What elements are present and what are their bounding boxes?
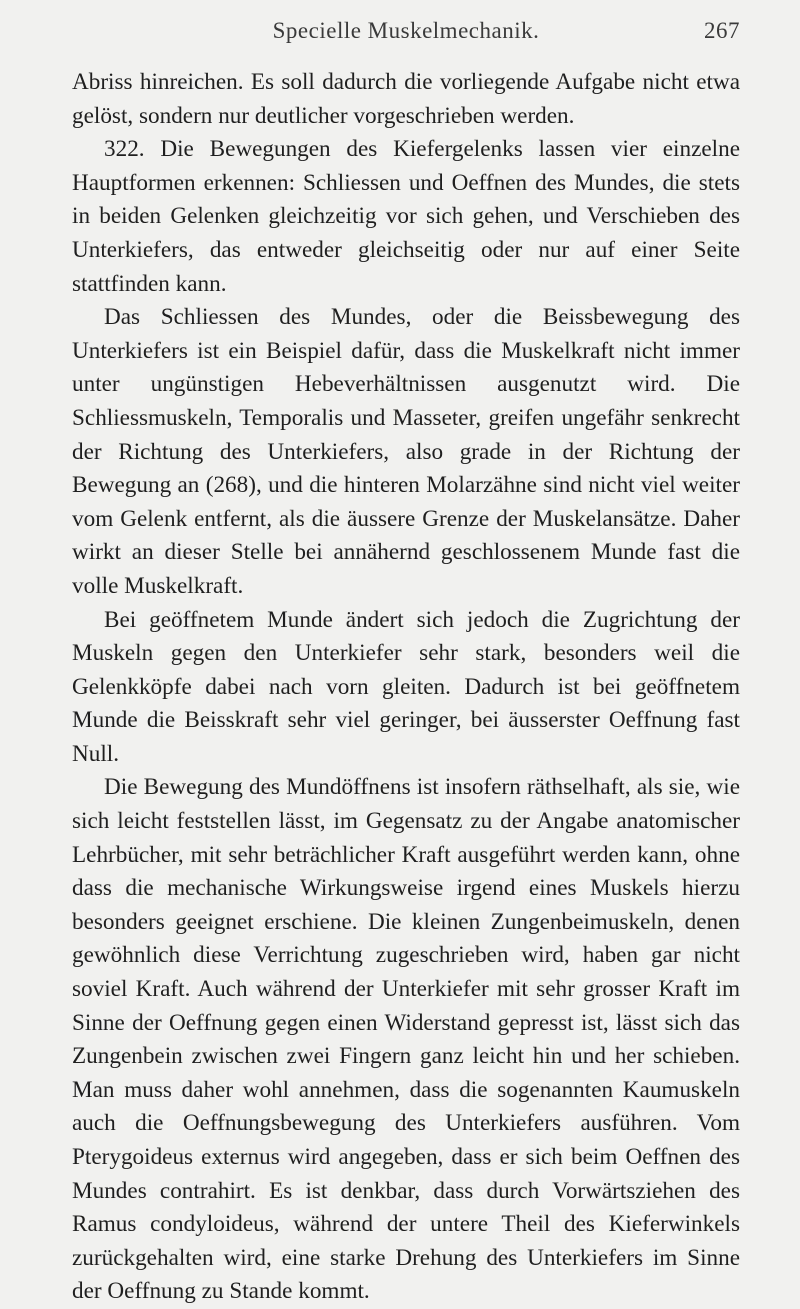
paragraph-mundoeffnen: Die Bewegung des Mundöffnens ist insofern räthselhaft, als sie, wie sich leicht feststellen lässt, im Gegensatz zu der Angabe anatomischer Lehrbücher, mit sehr beträchlicher Kraft ausgeführt werden kann, ohne dass die mechanische Wirkungsweise irgend eines Muskels hierzu besonders geeignet erschiene. Die kleinen Zungenbeimuskeln, denen gewöhnlich diese Verrichtung zugeschrieben wird, haben gar nicht soviel Kraft. Auch während der Unterkiefer mit sehr grosser Kraft im Sinne der Oeffnung gegen einen Widerstand gepresst ist, lässt sich das Zungenbein zwischen zwei Fingern ganz leicht hin und her schieben. Man muss daher wohl annehmen, dass die sogenannten Kaumuskeln auch die Oeffnungsbewegung des Unterkiefers ausführen. Vom Pterygoideus externus wird angegeben, dass er sich beim Oeffnen des Mundes contrahirt. Es ist denkbar, dass durch Vorwärtsziehen des Ramus condyloideus, während der untere Theil des Kieferwinkels zurückgehalten wird, eine starke Drehung des Unterkiefers im Sinne der Oeffnung zu Stande kommt. — [72, 774, 740, 1305]
paragraph-continuation: Abriss hinreichen. Es soll dadurch die vorliegende Aufgabe nicht etwa gelöst, sondern nur deutlicher vorgeschrieben werden. — [72, 69, 740, 129]
paragraph-geoeffnet: Bei geöffnetem Munde ändert sich jedoch die Zugrichtung der Muskeln gegen den Unterkiefer sehr stark, besonders weil die Gelenkköpfe dabei nach vorn gleiten. Dadurch ist bei geöffnetem Munde die Beisskraft sehr viel geringer, bei äusserster Oeffnung fast Null. — [72, 606, 740, 767]
page-number: 267 — [704, 18, 740, 43]
paragraph-section-322: 322. Die Bewegungen des Kiefergelenks lassen vier einzelne Hauptformen erkennen: Schliessen und Oeffnen des Mundes, die stets in beiden Gelenken gleichzeitig vor sich gehen, und Verschieben des Unterkiefers, das entweder gleichseitig oder nur auf einer Seite stattfinden kann. — [72, 136, 740, 297]
body-text — [72, 66, 740, 1309]
paragraph-schliessen: Das Schliessen des Mundes, oder die Beissbewegung des Unterkiefers ist ein Beispiel dafür, dass die Muskelkraft nicht immer unter ungünstigen Hebeverhältnissen ausgenutzt wird. Die Schliessmuskeln, Temporalis und Masseter, greifen ungefähr senkrecht der Richtung des Unterkiefers, also grade in der Richtung der Bewegung an (268), und die hinteren Molarzähne sind nicht viel weiter vom Gelenk entfernt, als die äussere Grenze der Muskelansätze. Daher wirkt an dieser Stelle bei annähernd geschlossenem Munde fast die volle Muskelkraft. — [72, 304, 740, 599]
running-title: Specielle Muskelmechanik. — [272, 18, 540, 43]
running-header — [72, 10, 740, 50]
